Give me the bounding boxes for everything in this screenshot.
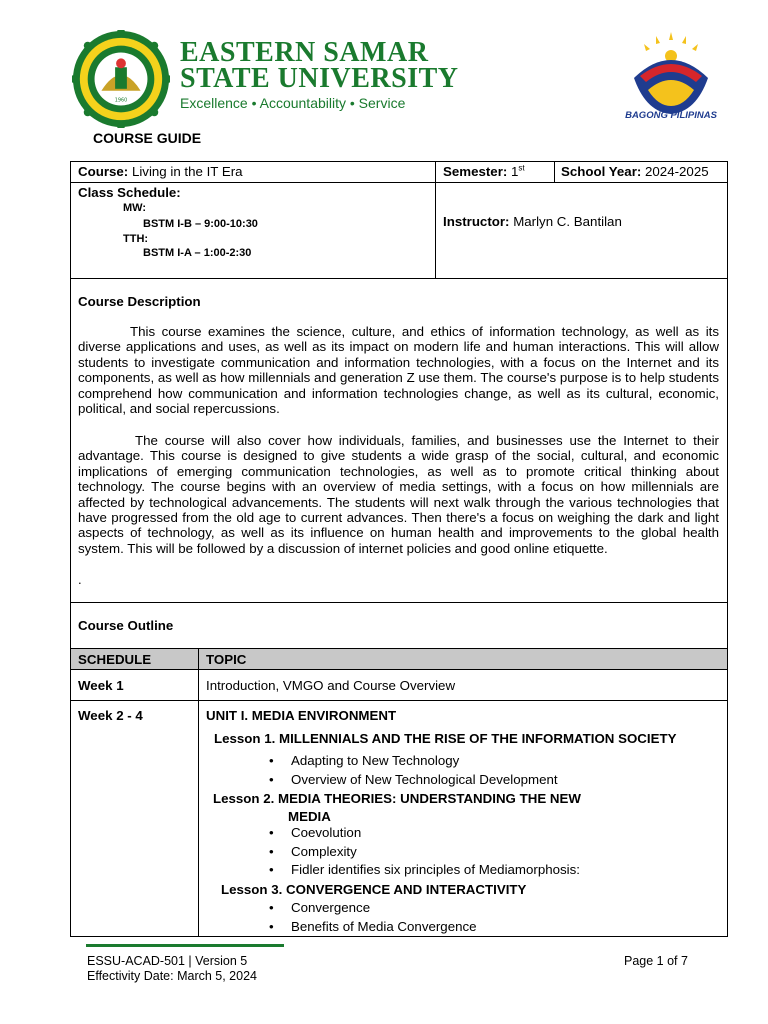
list-item: • Complexity [291,843,580,862]
footer-rule [86,944,284,947]
course-value: Living in the IT Era [131,164,243,179]
tth-label: TTH: [123,233,149,245]
school-year-value: 2024-2025 [645,164,709,179]
list-item: • Fidler identifies six principles of Mediamorphosis: [291,861,580,880]
instructor-value: Marlyn C. Bantilan [513,214,622,229]
instructor-label: Instructor: [443,214,510,229]
lesson2-title-line2: MEDIA [288,809,331,824]
description-trailing-dot: . [78,572,82,587]
lesson2-title-line1: Lesson 2. MEDIA THEORIES: UNDERSTANDING THE NEW [213,791,581,806]
page-number: Page 1 of 7 [624,954,688,968]
list-item: • Convergence [291,899,477,918]
bagong-pilipinas-logo [626,32,716,116]
page-title: COURSE GUIDE [93,130,202,146]
bagong-pilipinas-text: BAGONG PILIPINAS [625,110,717,121]
university-seal-logo [72,30,170,128]
mw-schedule: BSTM I-B – 9:00-10:30 [143,218,258,230]
tth-schedule: BSTM I-A – 1:00-2:30 [143,247,252,259]
lesson1-list [291,752,558,789]
class-schedule-label: Class Schedule: [78,185,181,200]
course-label: Course: [78,164,129,179]
semester-field [443,164,525,179]
course-field [78,164,243,179]
school-year-label: School Year: [561,164,642,179]
footer-doc-code: ESSU-ACAD-501 | Version 5 [87,954,248,968]
unit-title: UNIT I. MEDIA ENVIRONMENT [206,708,397,723]
university-name-line2: STATE UNIVERSITY [180,63,459,94]
list-item: • Adapting to New Technology [291,752,558,771]
university-name [180,37,459,94]
lesson1-title: Lesson 1. MILLENNIALS AND THE RISE OF THE INFORMATION SOCIETY [214,731,677,746]
instructor-field [443,214,622,229]
semester-suffix: st [518,163,525,173]
week2-4-label: Week 2 - 4 [78,708,143,723]
list-item: • Overview of New Technological Development [291,771,558,790]
week1-label: Week 1 [78,678,124,693]
university-motto: Excellence • Accountability • Service [180,95,406,111]
footer-effectivity-date: Effectivity Date: March 5, 2024 [87,969,257,983]
course-description-para2: The course will also cover how individuals, families, and businesses use the Internet to their advantage. This course is designed to give students a wide grasp of the social, cultural, and economic implications of emerging communication technologies, as well as to promote critical thinking about technology. The course begins with an overview of media settings, with a focus on how millennials are affected by technological advancements. The students will next walk through the various technologies that have progressed from the old age to current advances. Then there's a focus on weighing the dark and light aspects of technology, as well as its influence on human health and improvements to the global health system. This will be followed by a discussion of internet policies and good online etiquette. [78,433,719,556]
seal-year: 1960 [114,97,128,104]
university-name-line1: EASTERN SAMAR [180,37,429,68]
course-description-para1: This course examines the science, culture, and ethics of information technology, as well as its diverse applications and uses, as well as its impact on modern life and human interactions. This will allow students to investigate communication and information technologies, with a focus on the Internet and its components, as well as how millennials and generation Z use them. The course's purpose is to help students comprehend how communication and information technologies change, as well as its cultural, economic, political, and social repercussions. [78,324,719,417]
semester-value: 1 [511,164,519,179]
course-description-heading: Course Description [78,294,201,309]
week1-topic: Introduction, VMGO and Course Overview [206,678,456,693]
school-year-field [561,164,709,179]
list-item: • Benefits of Media Convergence [291,918,477,937]
course-outline-heading: Course Outline [78,618,174,633]
lesson3-list [291,899,477,936]
info-divider-2 [554,161,555,183]
list-item: • Coevolution [291,824,580,843]
lesson2-list [291,824,580,880]
schedule-column-header: SCHEDULE [78,652,152,667]
mw-label: MW: [123,202,147,214]
outline-header-row [70,648,728,670]
semester-label: Semester: [443,164,508,179]
topic-column-header: TOPIC [206,652,247,667]
lesson3-title: Lesson 3. CONVERGENCE AND INTERACTIVITY [221,882,527,897]
